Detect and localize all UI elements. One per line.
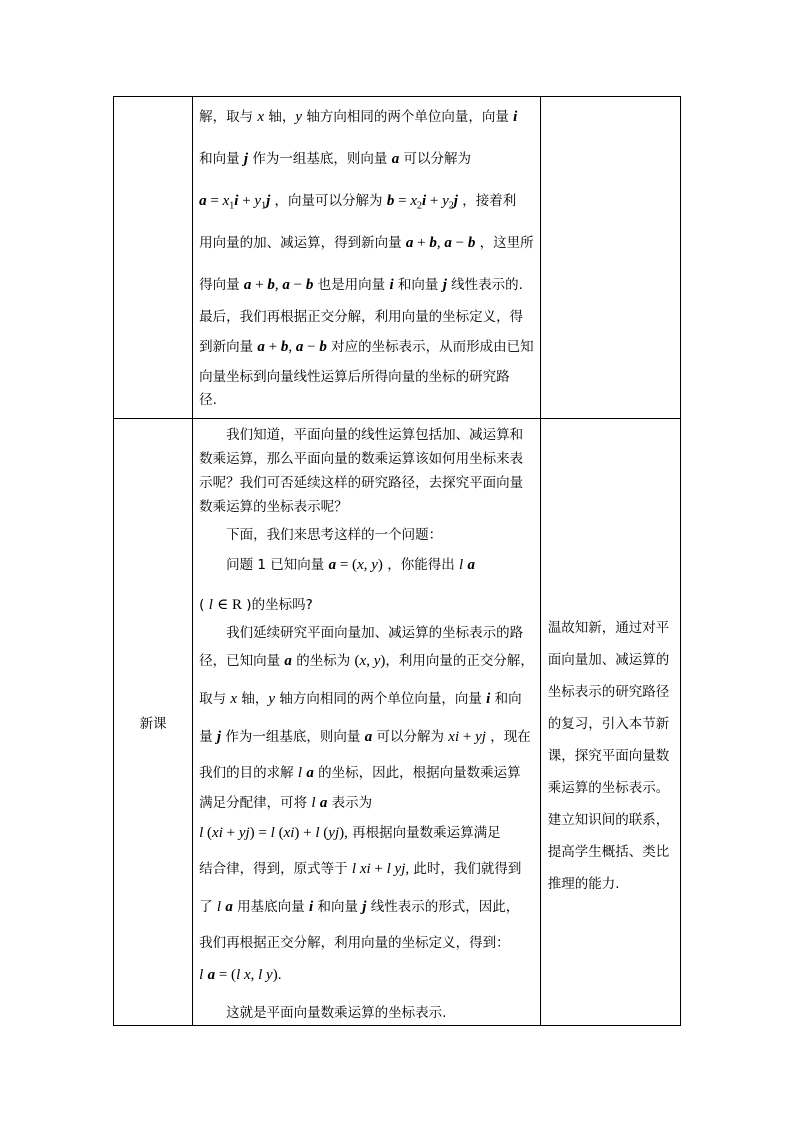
text-line: 我们延续研究平面向量加、减运算的坐标表示的路 [226,625,524,641]
text-line: 我们知道，平面向量的线性运算包括加、减运算和 [226,427,524,443]
text-line: 提高学生概括、类比 [547,844,670,860]
text-line: 径. [199,392,217,408]
row-label: 新课 [139,716,167,732]
text-line: 我们再根据正交分解，利用向量的坐标定义，得到： [199,935,510,951]
text-line: 示呢？我们可否延续这样的研究路径，去探究平面向量 [199,475,524,491]
row1-label-cell [114,97,193,419]
text-line: 温故知新，通过对平 [547,620,670,636]
text-line: l a = (l x, l y). [199,967,282,983]
text-line: 问题 1 已知向量 a = (x, y) ，你能得出 l a [226,557,475,573]
text-line: ( l ∈ R )的坐标吗? [199,597,313,613]
text-line: l (xi + yj) = l (xi) + l (yj), 再根据向量数乘运算满足 [199,825,501,841]
text-line: 建立知识间的联系， [547,812,670,828]
text-line: 了 l a 用基底向量 i 和向量 j 线性表示的形式，因此， [199,899,520,915]
text-line: 和向量 j 作为一组基底，则向量 a 可以分解为 [199,151,471,167]
row2-label-cell [114,419,193,1026]
text-line: 数乘运算的坐标表示呢？ [199,499,348,515]
text-line: 满足分配律，可将 l a 表示为 [199,795,373,811]
text-line: 的复习，引入本节新 [547,716,670,732]
text-line: 推理的能力. [547,876,620,892]
text-line: 解，取与 x 轴，y 轴方向相同的两个单位向量，向量 i [199,109,518,125]
text-line: $a = x_1i + y_1j$ ，向量可以分解为 $b = x_2i + y_2j$ ，接着利 [199,193,517,212]
text-line: 取与 x 轴，y 轴方向相同的两个单位向量，向量 i 和向 [199,691,522,707]
text-line: 最后，我们再根据正交分解，利用向量的坐标定义，得 [199,309,524,325]
row1-content-cell [193,97,541,419]
lesson-plan-table [113,96,681,1026]
text-line: 坐标表示的研究路径 [547,684,670,700]
text-line: 得向量 a + b, a − b 也是用向量 i 和向量 j 线性表示的. [199,277,523,293]
row2-side-cell [540,419,680,1026]
table-row [114,419,681,1026]
text-line: 课，探究平面向量数 [547,748,670,764]
text-line: 面向量加、减运算的 [547,652,670,668]
row2-content-cell [193,419,541,1026]
text-line: 乘运算的坐标表示。 [547,780,670,796]
table-row [114,97,681,419]
text-line: 量 j 作为一组基底，则向量 a 可以分解为 xi + yj ，现在 [199,729,531,745]
text-line: 结合律，得到，原式等于 l xi + l yj, 此时，我们就得到 [199,861,522,877]
text-line: 径，已知向量 a 的坐标为 (x, y)，利用向量的正交分解， [199,653,534,669]
text-line: 我们的目的求解 l a 的坐标，因此，根据向量数乘运算 [199,765,521,781]
text-line: 用向量的加、减运算，得到新向量 a + b, a − b ，这里所 [199,235,534,251]
text-line: 下面，我们来思考这样的一个问题： [226,527,443,543]
text-line: 数乘运算，那么平面向量的数乘运算该如何用坐标来表 [199,451,524,467]
text-line: 向量坐标到向量线性运算后所得向量的坐标的研究路 [199,369,510,385]
text-line: 这就是平面向量数乘运算的坐标表示. [226,1005,447,1021]
row1-side-cell [540,97,680,419]
text-line: 到新向量 a + b, a − b 对应的坐标表示，从而形成由已知 [199,339,534,355]
